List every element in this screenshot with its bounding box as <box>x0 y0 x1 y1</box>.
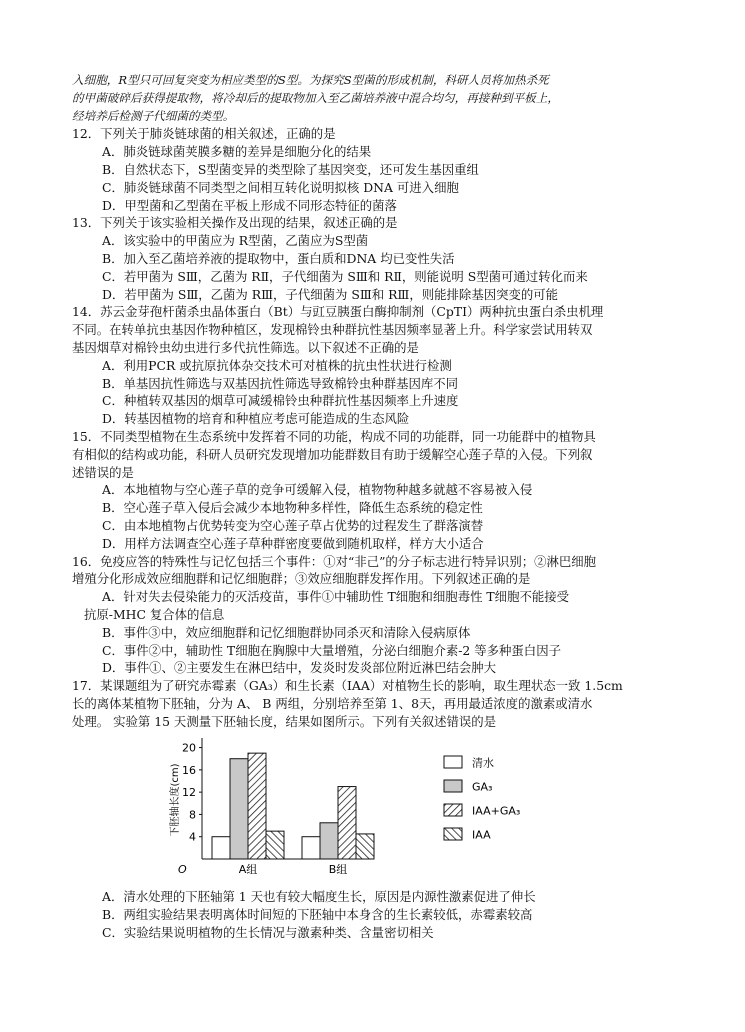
option-a[interactable]: A．清水处理的下胚轴第 1 天也有较大幅度生长，原因是内源性激素促进了伸长 <box>102 889 536 905</box>
legend-label: 清水 <box>472 756 494 770</box>
option-a[interactable]: A．本地植物与空心莲子草的竞争可缓解入侵，植物物种越多就越不容易被入侵 <box>102 482 533 498</box>
option-b[interactable]: B．两组实验结果表明离体时间短的下胚轴中本身含的生长素较低，赤霉素较高 <box>102 907 533 923</box>
y-tick-label: 4 <box>189 831 196 845</box>
question-stem: 述错误的是 <box>72 464 134 480</box>
option-a-continued: 抗原-MHC 复合体的信息 <box>84 606 225 622</box>
option-c[interactable]: C．事件②中，辅助性 T细胞在胸腺中大量增殖，分泌白细胞介素-2 等多种蛋白因子 <box>102 642 561 658</box>
bar-chart-figure <box>72 732 672 884</box>
y-axis-label: 下胚轴长度(cm) <box>170 763 181 838</box>
x-tick-label: A组 <box>238 863 258 877</box>
legend-label: IAA <box>472 828 491 842</box>
option-b[interactable]: B．加入至乙菌培养液的提取物中，蛋白质和DNA 均已变性失活 <box>102 250 455 266</box>
legend-swatch <box>444 804 462 816</box>
intro-paragraph <box>72 72 672 125</box>
legend-swatch <box>444 828 462 840</box>
intro-line: 的甲菌破碎后获得提取物，将冷却后的提取物加入至乙菌培养液中混合均匀，再接种到平板上， <box>72 90 559 105</box>
bar <box>302 837 320 859</box>
option-a[interactable]: A．肺炎链球菌荚膜多糖的差异是细胞分化的结果 <box>102 144 372 160</box>
option-c[interactable]: C．肺炎链球菌不同类型之间相互转化说明拟核 DNA 可进入细胞 <box>102 179 459 195</box>
legend-label: IAA+GA₃ <box>472 804 521 818</box>
option-b[interactable]: B．单基因抗性筛选与双基因抗性筛选导致棉铃虫种群基因库不同 <box>102 375 459 391</box>
question-13 <box>72 214 672 303</box>
bar <box>230 759 248 859</box>
x-tick-label: B组 <box>328 863 348 877</box>
bar <box>338 787 356 859</box>
question-stem: 14．苏云金芽孢杆菌杀虫晶体蛋白（Bt）与豇豆胰蛋白酶抑制剂（CpTⅠ）两种抗虫蛋白杀虫机理 <box>72 304 604 320</box>
option-d[interactable]: D．甲型菌和乙型菌在平板上形成不同形态特征的菌落 <box>102 197 397 213</box>
question-stem: 13．下列关于该实验相关操作及出现的结果，叙述正确的是 <box>72 215 398 231</box>
question-stem: 增殖分化形成效应细胞群和记忆细胞群；③效应细胞群发挥作用。下列叙述正确的是 <box>72 571 531 587</box>
option-d[interactable]: D．事件①、②主要发生在淋巴结中，发炎时发炎部位附近淋巴结会肿大 <box>102 660 497 676</box>
question-stem: 处理。 实验第 15 天测量下胚轴长度，结果如图所示。下列有关叙述错误的是 <box>72 713 497 729</box>
bar <box>212 837 230 859</box>
bar <box>248 754 266 860</box>
y-tick-label: 20 <box>182 742 196 756</box>
option-c[interactable]: C．种植转双基因的烟草可减缓棉铃虫种群抗性基因频率上升速度 <box>102 393 459 409</box>
option-d[interactable]: D．若甲菌为 SⅢ，乙菌为 RⅢ，子代细菌为 SⅢ和 RⅢ，则能排除基因突变的可能 <box>102 286 559 302</box>
option-a[interactable]: A．利用PCR 或抗原抗体杂交技术可对植株的抗虫性状进行检测 <box>102 357 452 373</box>
question-12 <box>72 125 672 214</box>
y-tick-label: 16 <box>182 764 196 778</box>
question-stem: 有相似的结构或功能，科研人员研究发现增加功能群数目有助于缓解空心莲子草的入侵。下列叙 <box>72 446 593 462</box>
legend-swatch <box>444 756 462 768</box>
question-stem: 长的离体某植物下胚轴，分为 A、 B 两组，分别培养至第 1、8天，再用最适浓度的激素或清水 <box>72 695 593 711</box>
option-d[interactable]: D．用样方法调查空心莲子草种群密度要做到随机取样，样方大小适合 <box>102 535 484 551</box>
option-c[interactable]: C．由本地植物占优势转变为空心莲子草占优势的过程发生了群落演替 <box>102 517 484 533</box>
question-16 <box>72 553 672 678</box>
option-c[interactable]: C．若甲菌为 SⅢ，乙菌为 RⅡ，子代细菌为 SⅢ和 RⅡ，则能说明 S型菌可通过转化而来 <box>102 268 588 284</box>
option-c[interactable]: C．实验结果说明植物的生长情况与激素种类、含量密切相关 <box>102 925 434 941</box>
option-d[interactable]: D．转基因植物的培育和种植应考虑可能造成的生态风险 <box>102 411 410 427</box>
y-tick-label: 8 <box>189 808 196 822</box>
y-tick-label: 12 <box>182 786 196 800</box>
intro-line: 入细胞，R型只可回复突变为相应类型的S型。为探究S型菌的形成机制，科研人员将加热杀死 <box>72 73 549 87</box>
option-b[interactable]: B．事件③中，效应细胞群和记忆细胞群协同杀灭和清除入侵病原体 <box>102 624 471 640</box>
question-stem: 不同。在转单抗虫基因作物种植区，发现棉铃虫种群抗性基因频率显著上升。科学家尝试用转双 <box>72 322 593 338</box>
bar <box>320 823 338 859</box>
question-stem: 17．某课题组为了研究赤霉素（GA₃）和生长素（IAA）对植物生长的影响，取生理状态一致 1.5cm <box>72 678 623 694</box>
option-a[interactable]: A．该实验中的甲菌应为 R型菌，乙菌应为S型菌 <box>102 233 369 249</box>
legend-swatch <box>444 780 462 792</box>
option-b[interactable]: B．空心莲子草入侵后会减少本地物种多样性，降低生态系统的稳定性 <box>102 500 483 516</box>
bar <box>266 832 284 860</box>
exam-page <box>72 72 672 942</box>
bar <box>356 834 374 859</box>
option-a[interactable]: A．针对失去侵染能力的灭活疫苗，事件①中辅助性 T细胞和细胞毒性 T细胞不能接受 <box>102 589 570 605</box>
option-b[interactable]: B．自然状态下，S型菌变异的类型除了基因突变，还可发生基因重组 <box>102 161 479 177</box>
question-14 <box>72 303 672 428</box>
question-stem: 15．不同类型植物在生态系统中发挥着不同的功能，构成不同的功能群，同一功能群中的植物具 <box>72 428 596 444</box>
legend-label: GA₃ <box>472 780 493 794</box>
bar-chart <box>72 732 672 884</box>
question-15 <box>72 428 672 553</box>
question-17 <box>72 677 672 942</box>
question-stem: 12．下列关于肺炎链球菌的相关叙述，正确的是 <box>72 126 336 142</box>
question-stem: 基因烟草对棉铃虫幼虫进行多代抗性筛选。以下叙述不正确的是 <box>72 339 419 355</box>
intro-line: 经培养后检测子代细菌的类型。 <box>72 108 235 123</box>
origin-label: O <box>178 863 187 877</box>
question-stem: 16．免疫应答的特殊性与记忆包括三个事件：①对“非己”的分子标志进行特异识别；②淋巴细胞 <box>72 553 597 569</box>
